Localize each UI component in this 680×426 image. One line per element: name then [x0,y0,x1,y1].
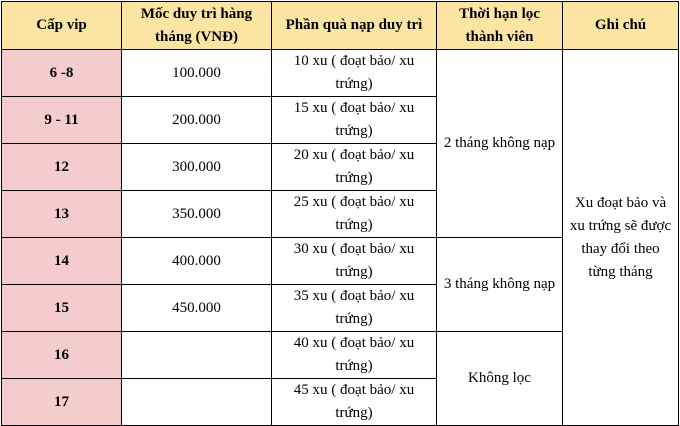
header-vip-level: Cấp vip [2,2,122,50]
amount-cell: 100.000 [122,50,272,97]
amount-cell: 300.000 [122,144,272,191]
vip-level-cell: 9 - 11 [2,97,122,144]
amount-cell: 450.000 [122,285,272,332]
vip-level-cell: 15 [2,285,122,332]
table-row [2,50,679,97]
vip-level-cell: 13 [2,191,122,238]
filter-period-cell: 2 tháng không nạp [437,50,563,238]
reward-cell: 40 xu ( đoạt bảo/ xu trứng) [272,332,437,379]
reward-cell: 15 xu ( đoạt bảo/ xu trứng) [272,97,437,144]
reward-cell: 10 xu ( đoạt bảo/ xu trứng) [272,50,437,97]
note-cell: Xu đoạt bảo và xu trứng sẽ được thay đổi theo từng tháng [563,50,679,426]
vip-level-cell: 17 [2,379,122,426]
reward-cell: 20 xu ( đoạt bảo/ xu trứng) [272,144,437,191]
filter-period-cell: Không lọc [437,332,563,426]
reward-cell: 35 xu ( đoạt bảo/ xu trứng) [272,285,437,332]
vip-maintenance-table [1,1,679,426]
vip-level-cell: 14 [2,238,122,285]
header-reward: Phần quà nạp duy trì [272,2,437,50]
amount-cell [122,379,272,426]
filter-period-cell: 3 tháng không nạp [437,238,563,332]
reward-cell: 25 xu ( đoạt bảo/ xu trứng) [272,191,437,238]
header-filter-period: Thời hạn lọc thành viên [437,2,563,50]
reward-cell: 45 xu ( đoạt bảo/ xu trứng) [272,379,437,426]
amount-cell: 200.000 [122,97,272,144]
amount-cell [122,332,272,379]
header-note: Ghi chú [563,2,679,50]
table-header-row [2,2,679,50]
amount-cell: 350.000 [122,191,272,238]
reward-cell: 30 xu ( đoạt bảo/ xu trứng) [272,238,437,285]
vip-level-cell: 16 [2,332,122,379]
header-monthly-amount: Mốc duy trì hàng tháng (VNĐ) [122,2,272,50]
vip-level-cell: 6 -8 [2,50,122,97]
vip-level-cell: 12 [2,144,122,191]
amount-cell: 400.000 [122,238,272,285]
